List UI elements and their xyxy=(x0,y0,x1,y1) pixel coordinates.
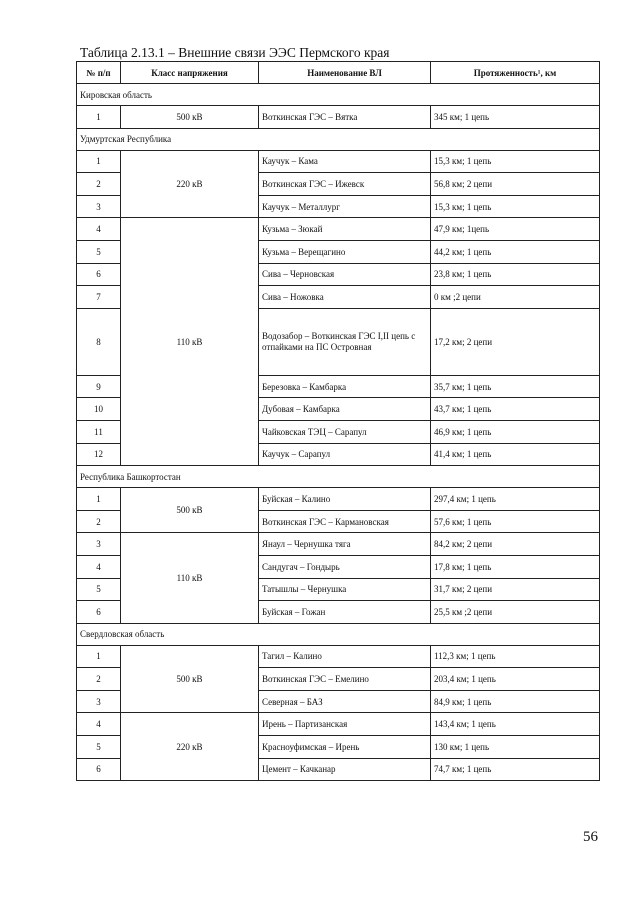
line-name: Северная – БАЗ xyxy=(259,690,431,713)
table-header-row xyxy=(77,62,600,84)
external-links-table xyxy=(76,61,600,781)
line-name: Кузьма – Зюкай xyxy=(259,218,431,241)
line-length: 17,2 км; 2 цепи xyxy=(431,308,600,375)
region-row xyxy=(77,623,600,645)
line-length: 15,3 км; 1 цепь xyxy=(431,150,600,173)
voltage-class: 500 кВ xyxy=(121,645,259,713)
table-body xyxy=(77,84,600,781)
line-length: 84,9 км; 1 цепь xyxy=(431,690,600,713)
header-length: Протяженность¹, км xyxy=(431,62,600,84)
row-number: 4 xyxy=(77,555,121,578)
row-number: 2 xyxy=(77,510,121,533)
line-length: 43,7 км; 1 цепь xyxy=(431,398,600,421)
region-row xyxy=(77,128,600,150)
table-row xyxy=(77,713,600,736)
row-number: 11 xyxy=(77,420,121,443)
line-name: Каучук – Кама xyxy=(259,150,431,173)
line-name: Буйская – Гожан xyxy=(259,601,431,624)
line-length: 74,7 км; 1 цепь xyxy=(431,758,600,781)
line-length: 297,4 км; 1 цепь xyxy=(431,488,600,511)
table-caption: Таблица 2.13.1 – Внешние связи ЭЭС Пермского края xyxy=(80,45,390,60)
header-line-name: Наименование ВЛ xyxy=(259,62,431,84)
line-name: Буйская – Калино xyxy=(259,488,431,511)
line-name: Воткинская ГЭС – Емелино xyxy=(259,668,431,691)
row-number: 4 xyxy=(77,713,121,736)
line-name: Березовка – Камбарка xyxy=(259,375,431,398)
line-length: 44,2 км; 1 цепь xyxy=(431,240,600,263)
line-name: Дубовая – Камбарка xyxy=(259,398,431,421)
voltage-class: 500 кВ xyxy=(121,106,259,129)
line-name: Водозабор – Воткинская ГЭС I,II цепь с отпайками на ПС Островная xyxy=(259,308,431,375)
row-number: 5 xyxy=(77,240,121,263)
line-length: 203,4 км; 1 цепь xyxy=(431,668,600,691)
row-number: 2 xyxy=(77,668,121,691)
region-name: Республика Башкортостан xyxy=(77,466,600,488)
line-name: Цемент – Качканар xyxy=(259,758,431,781)
row-number: 6 xyxy=(77,263,121,286)
row-number: 3 xyxy=(77,690,121,713)
row-number: 1 xyxy=(77,150,121,173)
line-name: Сива – Черновская xyxy=(259,263,431,286)
header-voltage-class: Класс напряжения xyxy=(121,62,259,84)
table-row xyxy=(77,150,600,173)
region-name: Удмуртская Республика xyxy=(77,128,600,150)
line-name: Кузьма – Верещагино xyxy=(259,240,431,263)
line-name: Каучук – Металлург xyxy=(259,195,431,218)
row-number: 12 xyxy=(77,443,121,466)
row-number: 7 xyxy=(77,286,121,309)
row-number: 9 xyxy=(77,375,121,398)
row-number: 5 xyxy=(77,736,121,759)
line-name: Ирень – Партизанская xyxy=(259,713,431,736)
region-row xyxy=(77,84,600,106)
region-name: Кировская область xyxy=(77,84,600,106)
line-length: 143,4 км; 1 цепь xyxy=(431,713,600,736)
line-name: Тагил – Калино xyxy=(259,645,431,668)
row-number: 3 xyxy=(77,195,121,218)
row-number: 1 xyxy=(77,106,121,129)
line-name: Сива – Ножовка xyxy=(259,286,431,309)
line-length: 130 км; 1 цепь xyxy=(431,736,600,759)
line-length: 0 км ;2 цепи xyxy=(431,286,600,309)
row-number: 3 xyxy=(77,533,121,556)
row-number: 6 xyxy=(77,758,121,781)
row-number: 1 xyxy=(77,488,121,511)
line-length: 84,2 км; 2 цепи xyxy=(431,533,600,556)
row-number: 2 xyxy=(77,173,121,196)
voltage-class: 220 кВ xyxy=(121,713,259,781)
line-length: 46,9 км; 1 цепь xyxy=(431,420,600,443)
region-name: Свердловская область xyxy=(77,623,600,645)
line-length: 35,7 км; 1 цепь xyxy=(431,375,600,398)
line-name: Воткинская ГЭС – Ижевск xyxy=(259,173,431,196)
line-name: Каучук – Сарапул xyxy=(259,443,431,466)
voltage-class: 500 кВ xyxy=(121,488,259,533)
line-length: 17,8 км; 1 цепь xyxy=(431,555,600,578)
row-number: 4 xyxy=(77,218,121,241)
line-length: 56,8 км; 2 цепи xyxy=(431,173,600,196)
line-name: Воткинская ГЭС – Вятка xyxy=(259,106,431,129)
row-number: 1 xyxy=(77,645,121,668)
table-row xyxy=(77,645,600,668)
row-number: 6 xyxy=(77,601,121,624)
line-length: 345 км; 1 цепь xyxy=(431,106,600,129)
row-number: 10 xyxy=(77,398,121,421)
table-row xyxy=(77,106,600,129)
line-length: 47,9 км; 1цепь xyxy=(431,218,600,241)
line-length: 23,8 км; 1 цепь xyxy=(431,263,600,286)
table-row xyxy=(77,533,600,556)
line-name: Воткинская ГЭС – Кармановская xyxy=(259,510,431,533)
line-name: Янаул – Чернушка тяга xyxy=(259,533,431,556)
header-num: № п/п xyxy=(77,62,121,84)
table-row xyxy=(77,218,600,241)
row-number: 8 xyxy=(77,308,121,375)
page-number: 56 xyxy=(583,829,598,845)
table-row xyxy=(77,488,600,511)
line-name: Сандугач – Гондырь xyxy=(259,555,431,578)
line-length: 41,4 км; 1 цепь xyxy=(431,443,600,466)
voltage-class: 110 кВ xyxy=(121,533,259,623)
row-number: 5 xyxy=(77,578,121,601)
line-length: 57,6 км; 1 цепь xyxy=(431,510,600,533)
line-length: 15,3 км; 1 цепь xyxy=(431,195,600,218)
line-name: Чайковская ТЭЦ – Сарапул xyxy=(259,420,431,443)
region-row xyxy=(77,466,600,488)
line-length: 112,3 км; 1 цепь xyxy=(431,645,600,668)
line-length: 25,5 км ;2 цепи xyxy=(431,601,600,624)
line-name: Красноуфимская – Ирень xyxy=(259,736,431,759)
voltage-class: 220 кВ xyxy=(121,150,259,218)
line-length: 31,7 км; 2 цепи xyxy=(431,578,600,601)
voltage-class: 110 кВ xyxy=(121,218,259,466)
line-name: Татышлы – Чернушка xyxy=(259,578,431,601)
